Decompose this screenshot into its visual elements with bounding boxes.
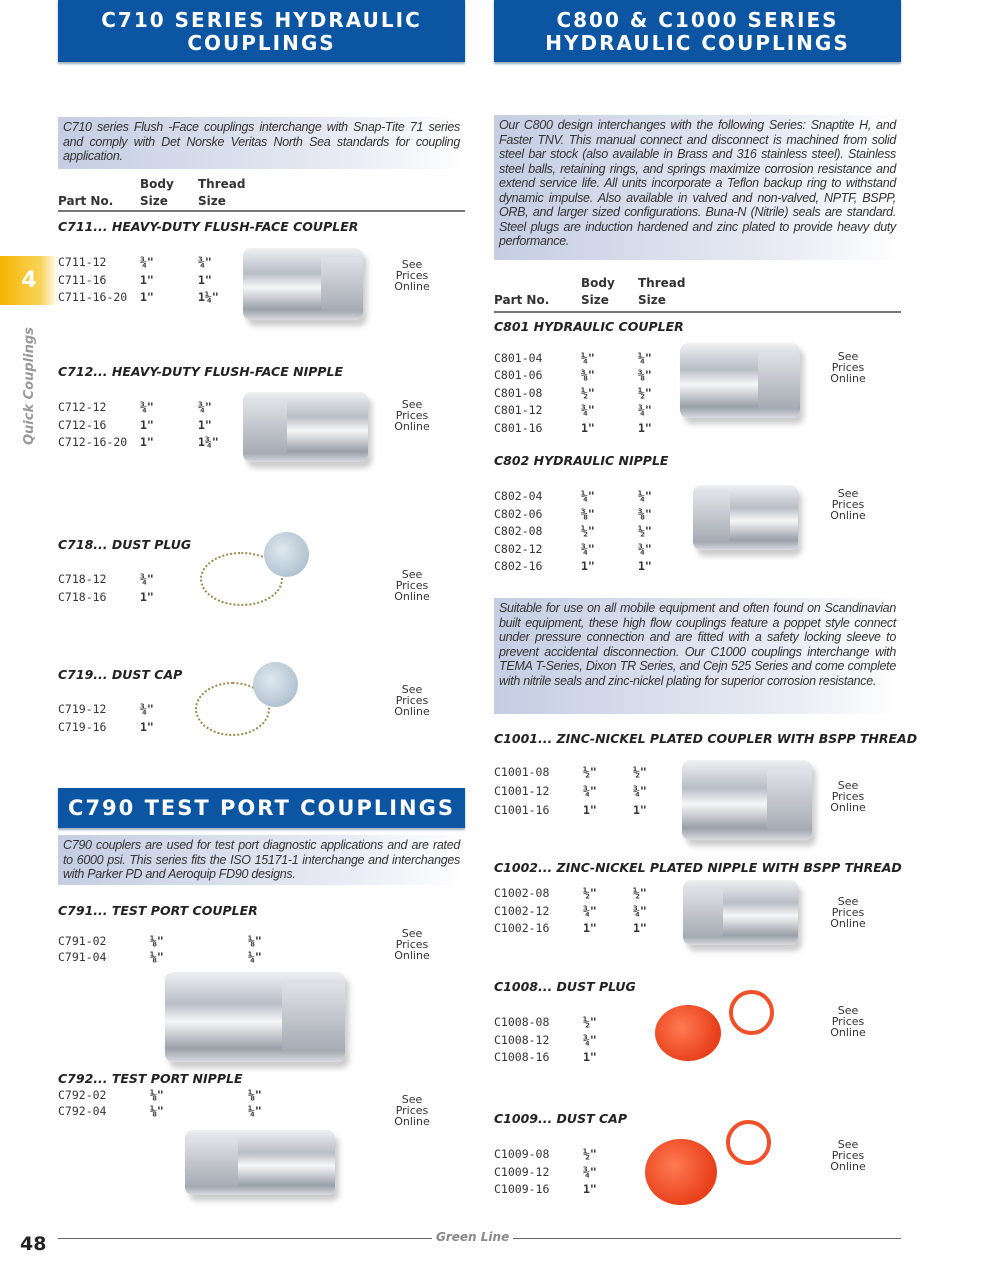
- see-prices-line: Prices: [831, 1149, 865, 1162]
- see-prices-line: See: [837, 779, 859, 792]
- body-size: ¼": [581, 489, 595, 503]
- see-prices-online: [828, 1005, 868, 1038]
- column-header-thread: Thread: [638, 276, 686, 290]
- thread-size: ¼": [638, 351, 652, 365]
- thread-size: ⅛": [248, 1088, 262, 1102]
- part-number: C792-02: [58, 1088, 107, 1102]
- column-header-part-no: Part No.: [58, 194, 114, 208]
- see-prices-online: [392, 259, 432, 292]
- thread-size: ¼": [638, 489, 652, 503]
- part-number: C1008-16: [494, 1050, 550, 1064]
- see-prices-line: Online: [394, 705, 430, 718]
- body-size: ¾": [583, 1032, 597, 1047]
- intro-c1000: Suitable for use on all mobile equipment and often found on Scandinavian built equipment, these high flow couplings feature a poppet style connect under pressure connection and are fitted with a safety locking sleeve to prevent accidental disconnection. Our C1000 couplings interchange with TEMA T-Series, Dixon TR Series, and Cejn 525 Series and come complete with nitrile seals and zinc-nickel plating for superior corrosion resistance.: [494, 598, 901, 714]
- body-size: ½": [583, 1147, 597, 1161]
- body-size: ⅛": [150, 1088, 164, 1102]
- thread-size: ⅜": [638, 368, 652, 383]
- part-number: C801-04: [494, 351, 543, 365]
- part-number: C802-06: [494, 506, 543, 521]
- hex-nut: [767, 770, 813, 831]
- part-number: C712-12: [58, 400, 107, 414]
- section-header-c710: [58, 0, 465, 62]
- body-size: ¾": [140, 400, 154, 414]
- see-prices-line: See: [837, 895, 859, 908]
- body-size: ¾": [583, 784, 597, 798]
- body-size: ¾": [581, 403, 595, 418]
- see-prices-online: [828, 896, 868, 929]
- header-rule: [494, 311, 901, 313]
- dust-cap-image: [253, 662, 298, 707]
- see-prices-online: [392, 684, 432, 717]
- header-line: C800 & C1000 SERIES: [556, 8, 839, 32]
- part-number: C791-04: [58, 950, 107, 964]
- body-size: ½": [581, 524, 595, 539]
- see-prices-line: Online: [394, 590, 430, 603]
- red-plug-image: [655, 1005, 721, 1061]
- thread-size: ⅛": [248, 934, 262, 948]
- body-size: 1": [140, 590, 154, 604]
- body-size: 1": [583, 1182, 597, 1196]
- see-prices-line: See: [401, 568, 423, 581]
- body-size: ½": [581, 385, 595, 400]
- body-size: 1": [140, 720, 154, 734]
- see-prices-online: [392, 399, 432, 432]
- product-title: C792... TEST PORT NIPPLE: [58, 1071, 243, 1086]
- see-prices-line: See: [837, 487, 859, 500]
- thread-size: 1": [633, 803, 647, 817]
- see-prices-line: Online: [830, 372, 866, 385]
- body-size: 1": [581, 559, 595, 574]
- part-number: C718-12: [58, 572, 107, 586]
- thread-size: ¾": [638, 403, 652, 418]
- body-size: 1": [140, 290, 154, 304]
- part-number: C1002-16: [494, 921, 550, 935]
- chapter-tab: 4: [0, 256, 58, 305]
- see-prices-line: Prices: [395, 579, 429, 592]
- column-header-thread-size: Size: [638, 293, 666, 307]
- thread-size: ½": [633, 886, 647, 900]
- body-size: ⅜": [581, 506, 595, 521]
- body-size: ¾": [583, 1164, 597, 1179]
- hex-nut: [282, 983, 345, 1051]
- see-prices-online: [392, 1094, 432, 1127]
- hex-nut: [758, 352, 800, 409]
- thread-size: ⅜": [638, 506, 652, 521]
- part-number: C1008-08: [494, 1015, 550, 1029]
- part-number: C719-12: [58, 702, 107, 716]
- see-prices-online: [828, 351, 868, 384]
- see-prices-line: Prices: [831, 790, 865, 803]
- see-prices-line: See: [401, 398, 423, 411]
- product-title: C1001... ZINC-NICKEL PLATED COUPLER WITH BSPP THREAD: [494, 731, 918, 746]
- dust-plug-image: [264, 532, 309, 577]
- part-number: C1009-08: [494, 1147, 550, 1161]
- part-number: C718-16: [58, 590, 107, 604]
- body-size: 1": [140, 435, 154, 449]
- part-number: C802-12: [494, 541, 543, 556]
- see-prices-line: Prices: [395, 1104, 429, 1117]
- body-size: ½": [583, 886, 597, 900]
- product-title: C791... TEST PORT COUPLER: [58, 903, 258, 918]
- thread-size: ½": [638, 385, 652, 400]
- see-prices-line: See: [401, 683, 423, 696]
- body-size: ½": [583, 765, 597, 779]
- see-prices-line: Prices: [395, 694, 429, 707]
- body-size: ⅜": [581, 368, 595, 383]
- product-title: C712... HEAVY-DUTY FLUSH-FACE NIPPLE: [58, 364, 344, 379]
- see-prices-line: Prices: [831, 361, 865, 374]
- see-prices-line: Online: [830, 917, 866, 930]
- body-size: ¾": [583, 903, 597, 918]
- thread-size: 1": [198, 417, 212, 432]
- thread-size: ½": [638, 524, 652, 539]
- part-number: C1001-12: [494, 784, 550, 798]
- part-number: C1009-12: [494, 1164, 550, 1179]
- thread-size: ¾": [198, 255, 212, 269]
- chapter-label: Quick Couplings: [22, 327, 37, 445]
- see-prices-line: Prices: [395, 269, 429, 282]
- body-size: ¼": [581, 351, 595, 365]
- part-number: C719-16: [58, 720, 107, 734]
- part-number: C712-16: [58, 417, 107, 432]
- part-number: C791-02: [58, 934, 107, 948]
- part-number: C802-08: [494, 524, 543, 539]
- header-rule: [58, 210, 465, 212]
- hex-nut: [693, 493, 730, 542]
- part-number: C801-16: [494, 420, 543, 435]
- thread-size: ¾": [638, 541, 652, 556]
- part-number: C801-06: [494, 368, 543, 383]
- body-size: ⅛": [150, 934, 164, 948]
- see-prices-online: [828, 488, 868, 521]
- thread-size: ¼": [248, 1104, 262, 1118]
- product-title: C801 HYDRAULIC COUPLER: [494, 319, 684, 334]
- column-header-thread-size: Size: [198, 194, 226, 208]
- body-size: ¾": [140, 572, 154, 586]
- see-prices-line: Prices: [831, 498, 865, 511]
- part-number: C1002-08: [494, 886, 550, 900]
- see-prices-line: See: [401, 927, 423, 940]
- part-number: C802-04: [494, 489, 543, 503]
- see-prices-line: Online: [394, 1115, 430, 1128]
- product-title: C1002... ZINC-NICKEL PLATED NIPPLE WITH BSPP THREAD: [494, 860, 902, 875]
- see-prices-online: [828, 780, 868, 813]
- see-prices-line: Online: [830, 801, 866, 814]
- tether-ring: [729, 990, 774, 1035]
- thread-size: ¾": [633, 784, 647, 798]
- part-number: C712-16-20: [58, 435, 128, 449]
- body-size: 1": [583, 1050, 597, 1064]
- see-prices-line: See: [401, 1093, 423, 1106]
- body-size: ¾": [581, 541, 595, 556]
- body-size: 1": [581, 420, 595, 435]
- footer-brand: Green Line: [432, 1230, 513, 1244]
- product-title: C711... HEAVY-DUTY FLUSH-FACE COUPLER: [58, 219, 359, 234]
- column-header-body-size: Size: [140, 194, 168, 208]
- body-size: 1": [583, 921, 597, 935]
- part-number: C1002-12: [494, 903, 550, 918]
- see-prices-line: Online: [830, 1160, 866, 1173]
- part-number: C801-08: [494, 385, 543, 400]
- see-prices-line: Online: [394, 420, 430, 433]
- part-number: C1008-12: [494, 1032, 550, 1047]
- body-size: 1": [583, 803, 597, 817]
- part-number: C792-04: [58, 1104, 107, 1118]
- part-number: C802-16: [494, 559, 543, 574]
- column-header-body: Body: [581, 276, 615, 290]
- column-header-part-no: Part No.: [494, 293, 550, 307]
- see-prices-line: Online: [394, 949, 430, 962]
- see-prices-online: [392, 928, 432, 961]
- see-prices-online: [828, 1139, 868, 1172]
- part-number: C1001-16: [494, 803, 550, 817]
- intro-c790: C790 couplers are used for test port diagnostic applications and are rated to 6000 psi. This series fits the ISO 15171-1 interchange and interchanges with Parker PD and Aeroquip FD90 designs.: [58, 835, 465, 885]
- thread-size: 1¼": [198, 290, 219, 304]
- see-prices-line: Online: [394, 280, 430, 293]
- header-line: C710 SERIES HYDRAULIC: [101, 8, 422, 32]
- thread-size: ½": [633, 765, 647, 779]
- intro-c800: Our C800 design interchanges with the following Series: Snaptite H, and Faster TNV. This manual connect and disconnect is machined from solid steel bar stock (also available in Brass and 316 stainless steel). Stainless steel balls, retaining rings, and springs maximize corrosion resistance and extend service life. All units incorporate a Teflon backup ring to withstand dynamic impulse. Also available in valved and non-valved, NPTF, BSPP, ORB, and larger sized configurations. Buna-N (Nitrile) seals are standard. Steel plugs are induction hardened and zinc plated to provide heavy duty performance.: [494, 115, 901, 260]
- thread-size: 1": [198, 272, 212, 287]
- hex-nut: [321, 257, 363, 312]
- body-size: ¾": [140, 702, 154, 716]
- see-prices-line: See: [401, 258, 423, 271]
- see-prices-line: See: [837, 1138, 859, 1151]
- page-number: 48: [20, 1233, 47, 1255]
- see-prices-line: Online: [830, 1026, 866, 1039]
- see-prices-line: Prices: [831, 1015, 865, 1028]
- thread-size: ¾": [633, 903, 647, 918]
- product-title: C1009... DUST CAP: [494, 1111, 627, 1126]
- part-number: C1009-16: [494, 1182, 550, 1196]
- body-size: 1": [140, 417, 154, 432]
- column-header-body: Body: [140, 177, 174, 191]
- hex-nut: [683, 888, 723, 937]
- see-prices-line: Prices: [395, 938, 429, 951]
- thread-size: ¼": [248, 950, 262, 964]
- section-header-c790: C790 TEST PORT COUPLINGS: [58, 788, 465, 828]
- section-header-c800-c1000: [494, 0, 901, 62]
- see-prices-line: See: [837, 1004, 859, 1017]
- part-number: C801-12: [494, 403, 543, 418]
- product-title: C718... DUST PLUG: [58, 537, 192, 552]
- thread-size: 1¾": [198, 435, 219, 449]
- part-number: C711-16: [58, 272, 107, 287]
- body-size: 1": [140, 272, 154, 287]
- hex-nut: [185, 1138, 238, 1187]
- see-prices-line: See: [837, 350, 859, 363]
- part-number: C711-16-20: [58, 290, 128, 304]
- intro-c710: C710 series Flush -Face couplings interchange with Snap-Tite 71 series and comply with Det Norske Veritas North Sea standards for coupling application.: [58, 117, 465, 169]
- red-cap-image: [645, 1139, 717, 1206]
- product-title: C719... DUST CAP: [58, 667, 183, 682]
- hex-nut: [243, 400, 287, 453]
- body-size: ½": [583, 1015, 597, 1029]
- body-size: ⅛": [150, 950, 164, 964]
- thread-size: 1": [638, 559, 652, 574]
- body-size: ⅛": [150, 1104, 164, 1118]
- see-prices-line: Prices: [395, 409, 429, 422]
- see-prices-online: [392, 569, 432, 602]
- thread-size: ¾": [198, 400, 212, 414]
- thread-size: 1": [633, 921, 647, 935]
- see-prices-line: Online: [830, 509, 866, 522]
- body-size: ¾": [140, 255, 154, 269]
- product-title: C1008... DUST PLUG: [494, 979, 636, 994]
- header-line: HYDRAULIC COUPLINGS: [545, 31, 850, 55]
- column-header-body-size: Size: [581, 293, 609, 307]
- thread-size: 1": [638, 420, 652, 435]
- column-header-thread: Thread: [198, 177, 246, 191]
- tether-ring: [726, 1120, 771, 1165]
- header-line: COUPLINGS: [187, 31, 336, 55]
- part-number: C1001-08: [494, 765, 550, 779]
- product-title: C802 HYDRAULIC NIPPLE: [494, 453, 669, 468]
- see-prices-line: Prices: [831, 906, 865, 919]
- part-number: C711-12: [58, 255, 107, 269]
